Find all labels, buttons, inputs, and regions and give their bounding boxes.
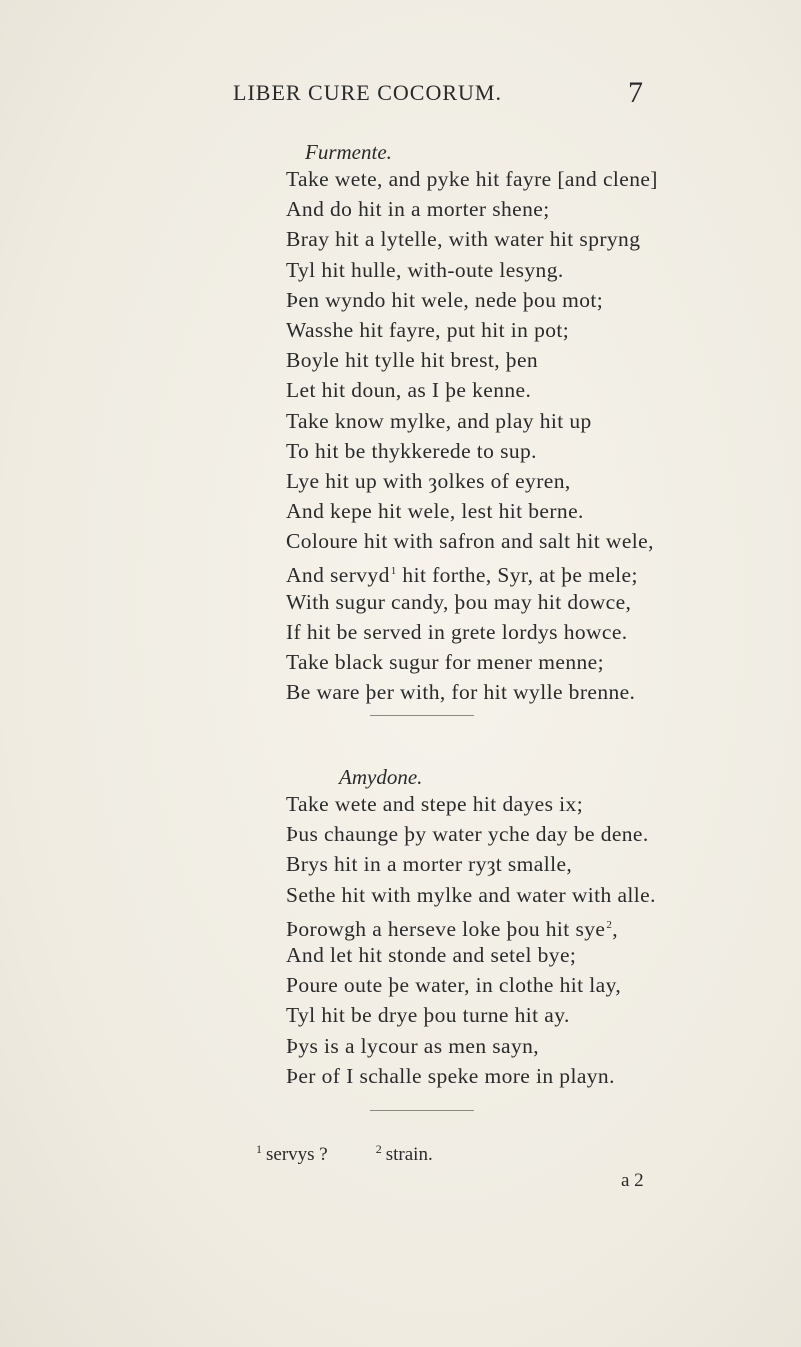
verse-amydone — [286, 789, 656, 1091]
section-title-amydone: Amydone. — [339, 765, 423, 789]
running-head — [0, 76, 801, 110]
verse-line: Wasshe hit fayre, put hit in pot; — [286, 317, 570, 342]
verse-line: Coloure hit with safron and salt hit wele, — [286, 529, 654, 554]
verse-line-with-note — [286, 556, 658, 586]
running-title: LIBER CURE COCORUM. — [233, 80, 502, 105]
verse-line: If hit be served in grete lordys howce. — [286, 619, 628, 644]
footnote-divider — [370, 1110, 474, 1111]
footnote-2 — [376, 1144, 433, 1165]
verse-line-text: , — [612, 916, 619, 941]
verse-line: Take wete and stepe hit dayes ix; — [286, 792, 584, 816]
section-divider — [370, 715, 474, 716]
footnote-mark: 1 — [256, 1142, 262, 1156]
verse-line: Bray hit a lytelle, with water hit spryng — [286, 227, 641, 252]
verse-line-text: Þorowgh a herseve loke þou hit sye — [286, 916, 606, 941]
verse-line: Þen wyndo hit wele, nede þou mot; — [286, 287, 604, 312]
verse-line: Poure oute þe water, in clothe hit lay, — [286, 973, 622, 998]
verse-line-with-note — [286, 910, 656, 940]
footnote-text: servys ? — [266, 1144, 328, 1165]
verse-line: And let hit stonde and setel bye; — [286, 942, 577, 967]
verse-line: And kepe hit wele, lest hit berne. — [286, 499, 584, 524]
verse-line-text: And servyd — [286, 563, 390, 588]
footnote-text: strain. — [385, 1144, 433, 1165]
verse-furmente — [286, 164, 658, 707]
footnote-mark: 2 — [375, 1142, 382, 1156]
verse-line: Lye hit up with ȝolkes of eyren, — [286, 468, 571, 493]
verse-line: Þus chaunge þy water yche day be dene. — [286, 822, 649, 847]
footnotes — [256, 1142, 433, 1166]
footnote-reference: 2 — [606, 918, 613, 931]
footnote-1 — [256, 1144, 328, 1165]
section-title-furmente: Furmente. — [305, 140, 392, 164]
verse-line: Þys is a lycour as men sayn, — [286, 1033, 540, 1058]
page-number: 7 — [628, 76, 643, 109]
verse-line: With sugur candy, þou may hit dowce, — [286, 589, 632, 614]
verse-line: Sethe hit with mylke and water with alle. — [286, 882, 656, 907]
verse-line: Þer of I schalle speke more in playn. — [286, 1063, 615, 1088]
verse-line: Take black sugur for mener menne; — [286, 650, 604, 674]
verse-line: Boyle hit tylle hit brest, þen — [286, 348, 539, 373]
verse-line: Brys hit in a morter ryȝt smalle, — [286, 852, 573, 877]
verse-line: Tyl hit hulle, with-oute lesyng. — [286, 257, 564, 282]
signature-mark: a 2 — [621, 1170, 644, 1191]
verse-line: To hit be thykkerede to sup. — [286, 438, 537, 463]
verse-line: Take know mylke, and play hit up — [286, 408, 592, 433]
verse-line: Be ware þer with, for hit wylle brenne. — [286, 680, 636, 705]
footnote-reference: 1 — [390, 565, 397, 578]
verse-line: And do hit in a morter shene; — [286, 197, 550, 222]
verse-line: Take wete, and pyke hit fayre [and clene] — [286, 167, 658, 191]
verse-line: Let hit doun, as I þe kenne. — [286, 378, 532, 403]
verse-line: Tyl hit be drye þou turne hit ay. — [286, 1003, 570, 1028]
verse-line-text: hit forthe, Syr, at þe mele; — [396, 563, 638, 588]
